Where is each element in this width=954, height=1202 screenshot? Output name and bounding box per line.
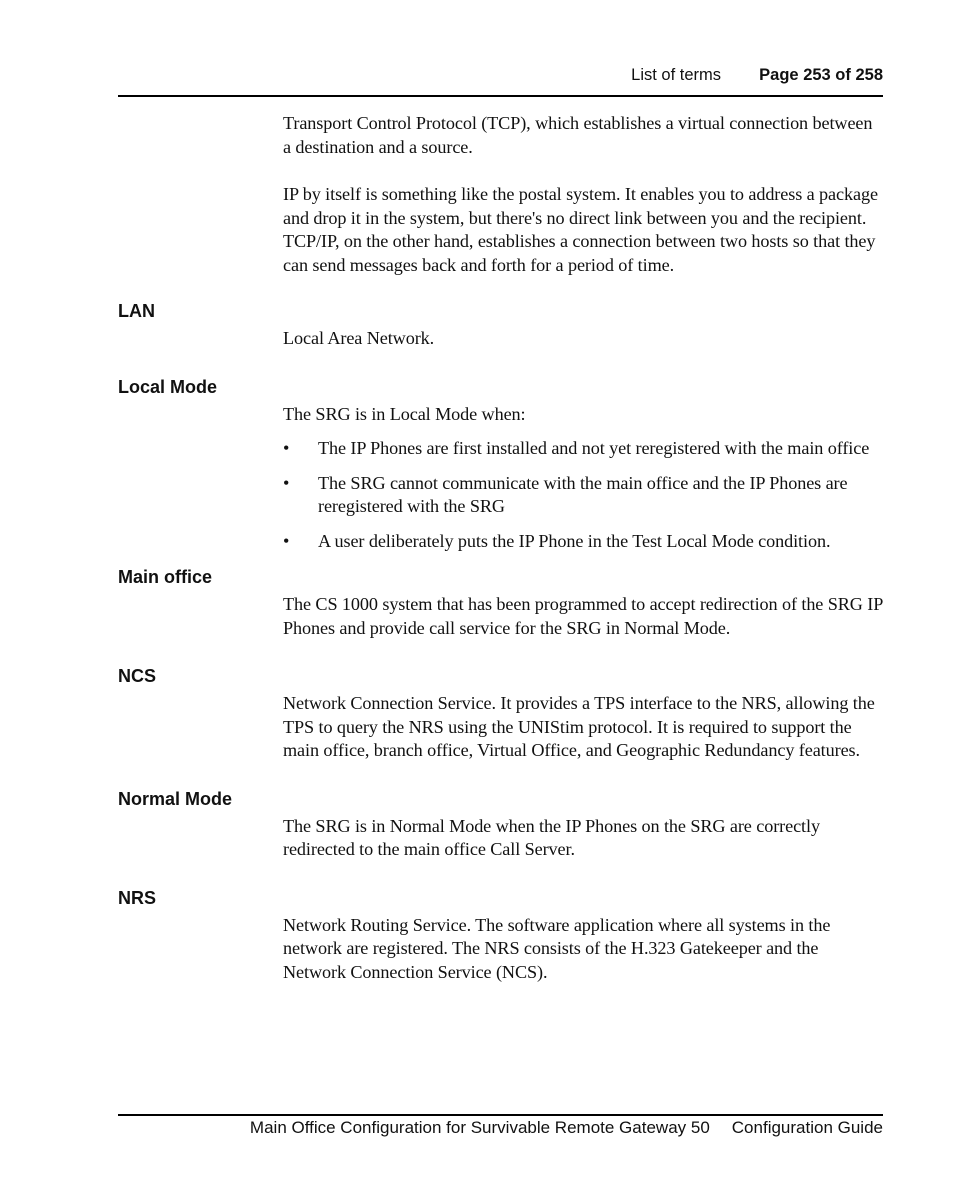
term-heading-local-mode: Local Mode [118,376,218,397]
glossary-entry-local-mode [118,376,883,554]
glossary-content [118,112,883,984]
footer-document-type: Configuration Guide [731,1118,883,1137]
intro-paragraph-ip: IP by itself is something like the postal system. It enables you to address a package and drop it in the system, but there's no direct link between you and the recipient. TCP/IP, on the other hand, establishes a connection between two hosts so that they can send messages back and forth for a period of time. [283,184,878,275]
footer-document-title: Main Office Configuration for Survivable Remote Gateway 50 [249,1118,710,1137]
page-footer [250,1118,883,1138]
term-definition-ncs: Network Connection Service. It provides a TPS interface to the NRS, allowing the TPS to query the NRS using the UNIStim protocol. It is required to support the main office, branch office, Virtual Office, and Geographic Redundancy features. [283,693,875,760]
glossary-entry-normal-mode [118,788,883,862]
glossary-entry-lan [118,300,883,351]
term-definition-lan: Local Area Network. [283,328,435,348]
term-heading-normal-mode: Normal Mode [118,788,233,809]
term-definition-normal-mode: The SRG is in Normal Mode when the IP Phones on the SRG are correctly redirected to the main office Call Server. [283,815,820,859]
term-definition-local-mode: The SRG is in Local Mode when: [283,403,526,424]
bullet-icon: • [283,472,290,493]
glossary-entry-nrs [118,887,883,985]
header-section-title: List of terms [631,66,721,84]
list-item: • The SRG cannot communicate with the main office and the IP Phones are reregistered with the SRG [283,472,848,516]
term-heading-main-office: Main office [118,567,213,587]
header-rule [118,95,883,97]
local-mode-bullet-list [283,437,883,553]
glossary-entry-ncs [118,665,883,763]
bullet-icon: • [283,530,290,551]
list-item: • A user deliberately puts the IP Phone in the Test Local Mode condition. [283,530,883,554]
term-heading-lan: LAN [118,301,155,321]
term-definition-main-office: The CS 1000 system that has been programmed to accept redirection of the SRG IP Phones and provide call service for the SRG in Normal Mode. [283,594,883,638]
term-heading-nrs: NRS [118,887,157,908]
intro-paragraph-tcp: Transport Control Protocol (TCP), which establishes a virtual connection between a destination and a source. [283,113,873,157]
term-heading-ncs: NCS [118,666,157,686]
footer-rule [118,1114,883,1116]
glossary-entry-main-office [118,566,883,640]
bullet-icon: • [283,438,290,458]
term-definition-nrs: Network Routing Service. The software application where all systems in the network are registered. The NRS consists of the H.323 Gatekeeper and the Network Connection Service (NCS). [283,914,831,982]
header-page-number: Page 253 of 258 [759,66,883,84]
list-item: • The IP Phones are first installed and not yet reregistered with the main office [283,437,883,461]
page-header [118,64,883,88]
